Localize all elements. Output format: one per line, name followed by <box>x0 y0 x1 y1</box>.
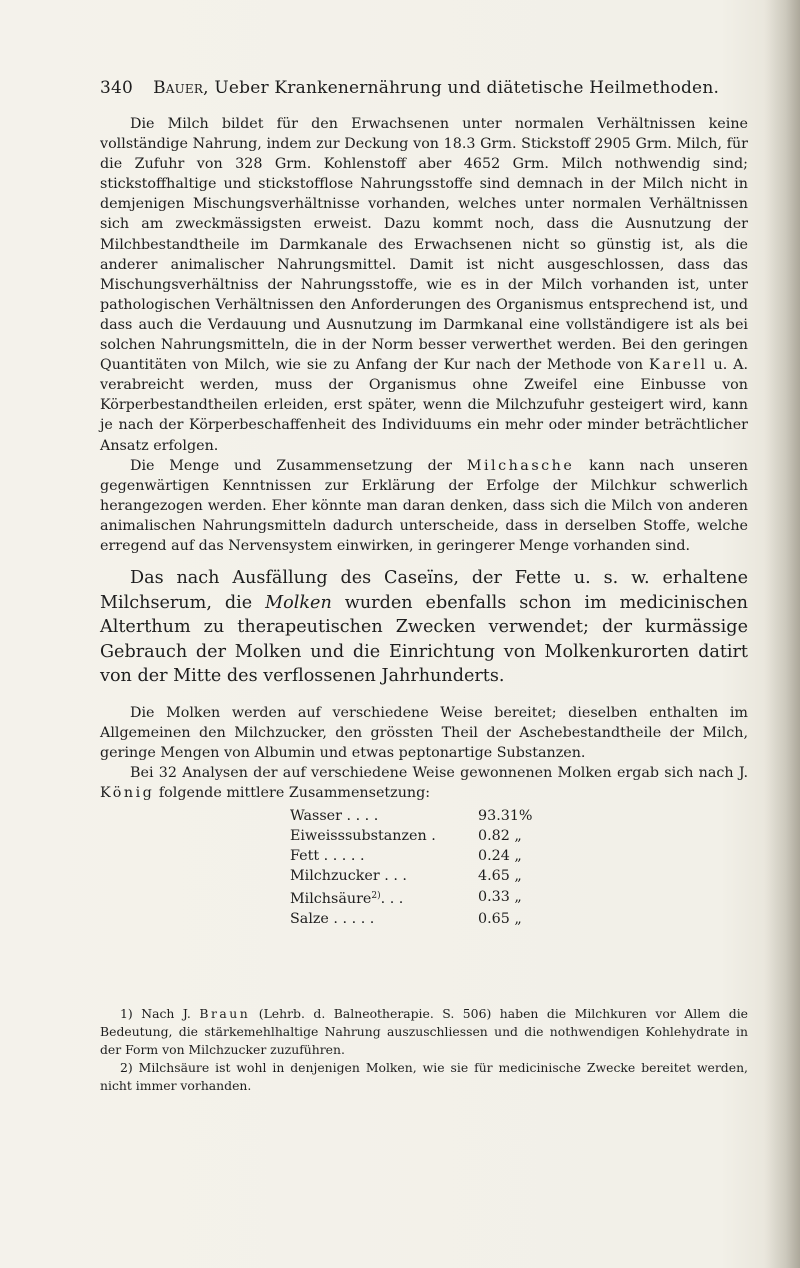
table-row <box>290 909 533 929</box>
term-milchasche: Milchasche <box>466 457 575 474</box>
footnotes <box>100 1005 748 1095</box>
row-label: Salze . . . . . <box>290 910 375 927</box>
row-value: 0.82 „ <box>478 827 522 844</box>
footnote-text: 1) Nach J. <box>120 1006 200 1021</box>
row-value: 93.31% <box>478 807 533 824</box>
row-label: Eiweisssubstanzen . <box>290 827 436 844</box>
table-row <box>290 866 533 886</box>
term-molken: Molken <box>265 592 332 613</box>
paragraph-text: Die Menge und Zusammensetzung der <box>130 457 467 474</box>
footnote-text-end: (Lehrb. d. Balneotherapie. S. 506) haben die Milchkuren vor Allem die Bedeutung, die stärkemehlhaltige Nahrung auszuschliessen und die nothwendigen Kohlehydrate in der Form von Milchzucker zuzuführen. <box>100 1006 748 1057</box>
paragraph-text-end: kann nach unseren gegenwärtigen Kenntnissen zur Erklärung der Erfolge der Milchkur schwerlich herangezogen werden. Eher könnte man daran denken, dass sich die Milch von anderen animalischen Nahrungsmitteln dadurch unterscheide, dass in derselben Stoffe, welche erregend auf das Nervensystem einwirken, in geringerer Menge vorhanden sind. <box>100 457 748 554</box>
page-number: 340 <box>100 78 134 98</box>
paragraph-text: Das nach Ausfällung des Caseïns, der Fette u. s. w. erhaltene Milchserum, die <box>100 568 748 613</box>
footnote-marker: 2) <box>371 890 381 901</box>
running-header <box>100 78 720 98</box>
paragraph-analysis-intro <box>100 763 748 803</box>
row-label-dots: . . . <box>380 890 404 907</box>
author-name-koenig: König <box>100 785 155 802</box>
table-row <box>290 846 533 866</box>
body-text <box>100 114 748 933</box>
author-name-karell: Karell <box>648 357 708 374</box>
table-row <box>290 806 533 826</box>
footnote-2: 2) Milchsäure ist wohl in denjenigen Molken, wie sie für medicinische Zwecke bereitet werden, nicht immer vorhanden. <box>100 1060 748 1093</box>
paragraph-text-end: wurden ebenfalls schon im medicinischen Alterthum zu therapeutischen Zwecken verwendet; der kurmässige Gebrauch der Molken und die Einrichtung von Molkenkurorten datirt von der Mitte des verflossenen Jahrhunderts. <box>100 592 748 687</box>
paragraph-molken-history <box>100 566 748 689</box>
table-row <box>290 826 533 846</box>
page-edge-shadow <box>764 0 800 1268</box>
row-label: Wasser . . . . <box>290 807 379 824</box>
paragraph-milk-nutrition <box>100 114 748 456</box>
paragraph-text-end: u. A. verabreicht werden, muss der Organismus ohne Zweifel eine Einbusse von Körperbestandtheilen erleiden, erst später, wenn die Milchzufuhr gesteigert wird, kann je nach der Körperbeschaffenheit des Individuums ein mehr oder minder beträchtlicher Ansatz erfolgen. <box>100 357 748 454</box>
row-label <box>290 886 478 909</box>
row-value: 0.65 „ <box>478 910 522 927</box>
header-author: Bauer <box>153 78 204 98</box>
header-title: , Ueber Krankenernährung und diätetische Heilmethoden. <box>203 78 720 98</box>
author-name-braun: Braun <box>199 1006 251 1021</box>
row-value: 0.33 „ <box>478 889 522 906</box>
composition-table <box>290 806 533 930</box>
row-label-text: Milchsäure <box>290 890 372 907</box>
paragraph-milk-ash <box>100 456 748 556</box>
paragraph-molken-preparation: Die Molken werden auf verschiedene Weise bereitet; dieselben enthalten im Allgemeinen den Milchzucker, den grössten Theil der Aschebestandtheile der Milch, geringe Mengen von Albumin und etwas peptonartige Substanzen. <box>100 705 748 762</box>
row-value: 4.65 „ <box>478 867 522 884</box>
row-label: Milchzucker . . . <box>290 867 407 884</box>
row-label: Fett . . . . . <box>290 847 365 864</box>
table-row <box>290 886 533 909</box>
paragraph-text: Bei 32 Analysen der auf verschiedene Weise gewonnenen Molken ergab sich nach J. <box>130 765 748 782</box>
footnote-1 <box>100 1005 748 1059</box>
paragraph-text-end: folgende mittlere Zusammensetzung: <box>154 785 431 802</box>
row-value: 0.24 „ <box>478 847 522 864</box>
paragraph-text: Die Milch bildet für den Erwachsenen unter normalen Verhältnissen keine vollständige Nahrung, indem zur Deckung von 18.3 Grm. Stickstoff 2905 Grm. Milch, für die Zufuhr von 328 Grm. Kohlenstoff aber 4652 Grm. Milch nothwendig sind; stickstoffhaltige und stickstofflose Nahrungsstoffe sind demnach in der Milch nicht in demjenigen Mischungsverhältnisse vorhanden, welches unter normalen Verhältnissen sich am zweckmässigsten erweist. Dazu kommt noch, dass die Ausnutzung der Milchbestandtheile im Darmkanale des Erwachsenen nicht so günstig ist, als die anderer animalischer Nahrungsmittel. Damit ist nicht ausgeschlossen, dass das Mischungsverhältniss der Nahrungsstoffe, wie es in der Milch vorhanden ist, unter pathologischen Verhältnissen den Anforderungen des Organismus entsprechend ist, und dass auch die Verdauung und Ausnutzung im Darmkanal eine vollständigere ist als bei solchen Nahrungsmitteln, die in der Norm besser verwerthet werden. Bei den geringen Quantitäten von Milch, wie sie zu Anfang der Kur nach der Methode von <box>100 116 748 374</box>
